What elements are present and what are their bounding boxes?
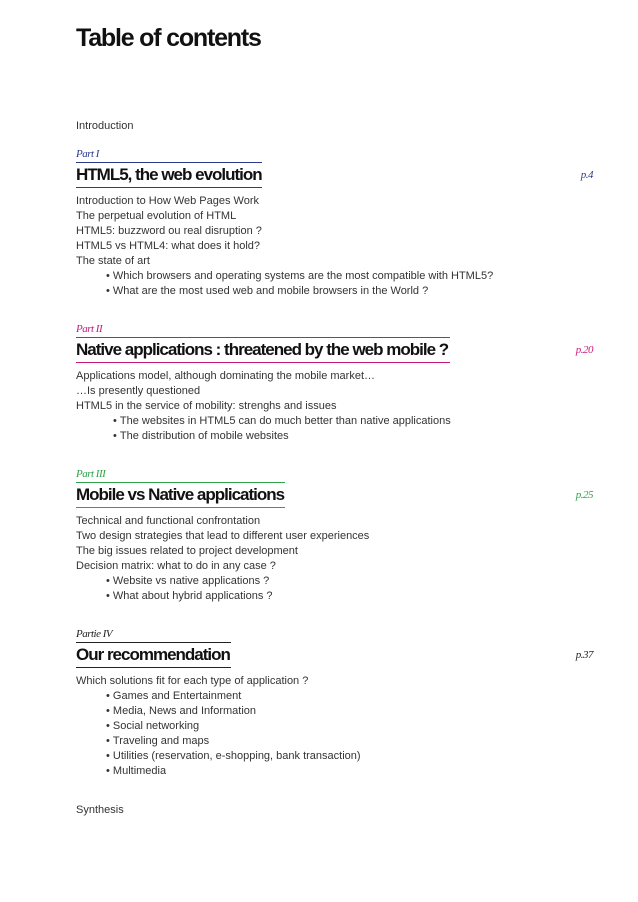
list-subitem[interactable]: • Multimedia xyxy=(76,764,361,779)
list-subitem[interactable]: • What about hybrid applications ? xyxy=(76,589,369,604)
list-item[interactable]: HTML5 vs HTML4: what does it hold? xyxy=(76,240,261,252)
part-1-title[interactable]: HTML5, the web evolution xyxy=(76,165,262,184)
toc-introduction[interactable]: Introduction xyxy=(76,120,134,132)
list-subitem[interactable]: • What are the most used web and mobile browsers in the World ? xyxy=(76,284,493,299)
part-2-items xyxy=(76,369,451,444)
list-item[interactable]: HTML5 in the service of mobility: strenghs and issues xyxy=(76,400,337,412)
list-item[interactable]: Which solutions fit for each type of application ? xyxy=(76,675,309,687)
part-4-label: Partie IV xyxy=(76,628,231,643)
list-item[interactable]: …Is presently questioned xyxy=(76,385,201,397)
part-2-label: Part II xyxy=(76,323,450,338)
list-item[interactable]: The big issues related to project development xyxy=(76,545,298,557)
part-1-items xyxy=(76,194,493,299)
part-4-items xyxy=(76,674,361,779)
part-2-title[interactable]: Native applications : threatened by the web mobile ? xyxy=(76,340,449,359)
part-2-underline xyxy=(76,362,450,363)
list-subitem[interactable]: • Media, News and Information xyxy=(76,704,361,719)
part-3-underline xyxy=(76,507,285,508)
page-title: Table of contents xyxy=(76,24,261,52)
part-2-page-number[interactable]: p.20 xyxy=(575,344,593,356)
toc-part-2 xyxy=(76,323,596,442)
part-1-page-number[interactable]: p.4 xyxy=(580,169,593,181)
toc-part-4 xyxy=(76,628,596,777)
list-item[interactable]: Applications model, although dominating the mobile market… xyxy=(76,370,375,382)
list-subitem[interactable]: • Traveling and maps xyxy=(76,734,361,749)
list-subitem[interactable]: • Website vs native applications ? xyxy=(76,574,369,589)
part-3-page-number[interactable]: p.25 xyxy=(575,489,593,501)
list-subitem[interactable]: • Utilities (reservation, e-shopping, bank transaction) xyxy=(76,749,361,764)
part-4-page-number[interactable]: p.37 xyxy=(575,649,593,661)
list-item[interactable]: Technical and functional confrontation xyxy=(76,515,261,527)
toc-part-1 xyxy=(76,148,596,297)
list-subitem[interactable]: • The websites in HTML5 can do much better than native applications xyxy=(76,414,451,429)
part-4-title[interactable]: Our recommendation xyxy=(76,645,230,664)
part-3-title[interactable]: Mobile vs Native applications xyxy=(76,485,285,504)
list-subitem[interactable]: • Which browsers and operating systems are the most compatible with HTML5? xyxy=(76,269,493,284)
list-item[interactable]: Two design strategies that lead to different user experiences xyxy=(76,530,370,542)
list-item[interactable]: The perpetual evolution of HTML xyxy=(76,210,237,222)
part-3-label: Part III xyxy=(76,468,285,483)
part-3-items xyxy=(76,514,369,604)
part-1-underline xyxy=(76,187,262,188)
part-1-label: Part I xyxy=(76,148,262,163)
list-subitem[interactable]: • Social networking xyxy=(76,719,361,734)
part-4-underline xyxy=(76,667,231,668)
toc-part-3 xyxy=(76,468,596,602)
list-item[interactable]: HTML5: buzzword ou real disruption ? xyxy=(76,225,262,237)
toc-synthesis[interactable]: Synthesis xyxy=(76,804,124,816)
list-item[interactable]: Introduction to How Web Pages Work xyxy=(76,195,260,207)
list-subitem[interactable]: • The distribution of mobile websites xyxy=(76,429,451,444)
list-item[interactable]: Decision matrix: what to do in any case ? xyxy=(76,560,276,572)
list-subitem[interactable]: • Games and Entertainment xyxy=(76,689,361,704)
list-item[interactable]: The state of art xyxy=(76,255,150,267)
